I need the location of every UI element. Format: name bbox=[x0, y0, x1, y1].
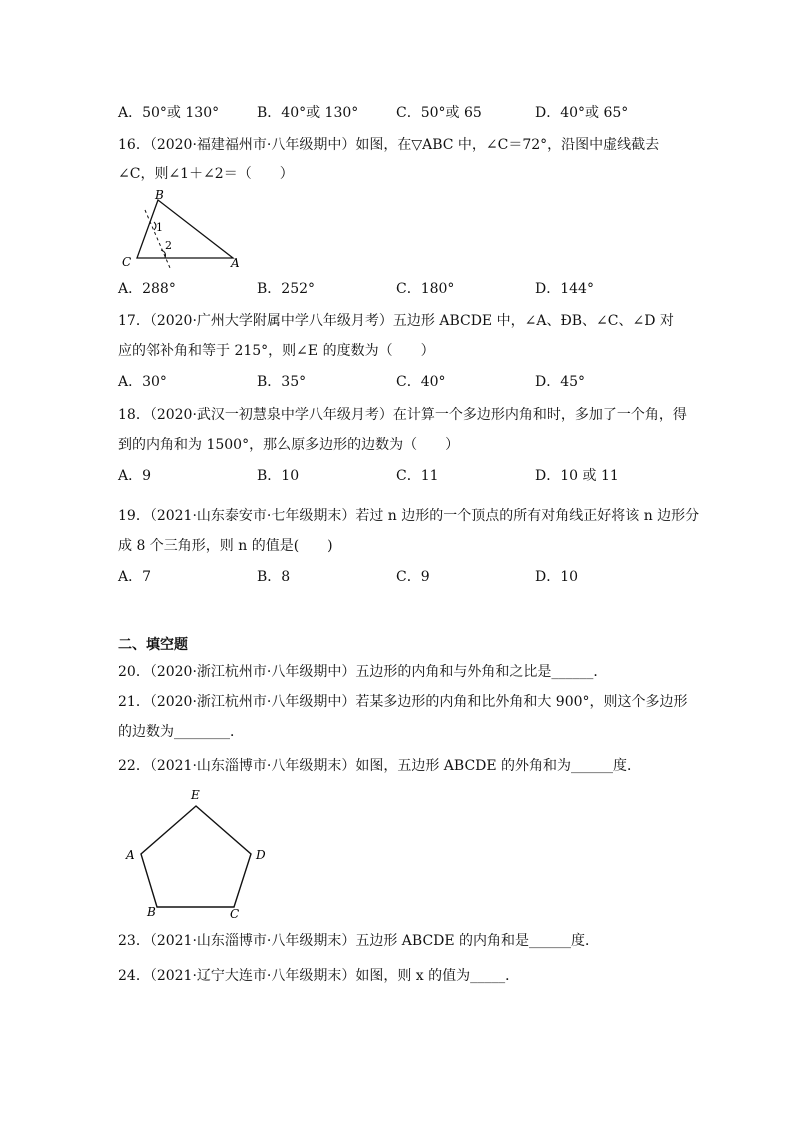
q18-text-line2: 到的内角和为 1500°，那么原多边形的边数为（ ） bbox=[118, 437, 460, 453]
q19-option-c: C．9 bbox=[396, 569, 430, 585]
q15-option-a: A．50°或 130° bbox=[118, 105, 220, 121]
q18-option-d: D．10 或 11 bbox=[535, 468, 619, 484]
q21-text-line1: 21．（2020·浙江杭州市·八年级期中）若某多边形的内角和比外角和大 900°，则这个多边形 bbox=[118, 694, 688, 710]
q18-option-b: B．10 bbox=[257, 468, 300, 484]
label-e: E bbox=[191, 788, 200, 802]
label-c: C bbox=[122, 255, 132, 269]
q24-text: 24．（2021·辽宁大连市·八年级期末）如图，则 x 的值为_____． bbox=[118, 968, 520, 984]
label-b: B bbox=[155, 188, 164, 202]
pentagon-abcde bbox=[141, 806, 251, 907]
q19-text-line1: 19．（2021·山东泰安市·七年级期末）若过 n 边形的一个顶点的所有对角线正好将该 n 边形分 bbox=[118, 508, 700, 524]
q15-option-d: D．40°或 65° bbox=[535, 105, 629, 121]
q22-text: 22．（2021·山东淄博市·八年级期末）如图，五边形 ABCDE 的外角和为______度． bbox=[118, 758, 642, 774]
q21-text-line2: 的边数为________． bbox=[118, 724, 244, 740]
q18-option-a: A．9 bbox=[118, 468, 152, 484]
q15-option-c: C．50°或 65 bbox=[396, 105, 482, 121]
q16-option-c: C．180° bbox=[396, 281, 455, 297]
q15-option-b: B．40°或 130° bbox=[257, 105, 359, 121]
q22-pentagon-figure bbox=[120, 785, 275, 920]
q17-option-a: A．30° bbox=[118, 374, 167, 390]
q18-option-c: C．11 bbox=[396, 468, 439, 484]
q16-option-a: A．288° bbox=[118, 281, 176, 297]
q16-triangle-figure bbox=[115, 188, 250, 270]
q19-option-a: A．7 bbox=[118, 569, 152, 585]
label-angle-1: 1 bbox=[156, 221, 163, 234]
label-a: A bbox=[126, 848, 135, 862]
q16-text-line1: 16．（2020·福建福州市·八年级期中）如图，在▽ABC 中，∠C＝72°，沿图中虚线截去 bbox=[118, 137, 660, 153]
q17-option-c: C．40° bbox=[396, 374, 446, 390]
q19-option-d: D．10 bbox=[535, 569, 579, 585]
q16-option-d: D．144° bbox=[535, 281, 594, 297]
q16-text-line2: ∠C，则∠1＋∠2＝（ ） bbox=[118, 166, 294, 182]
label-angle-2: 2 bbox=[165, 239, 172, 252]
q19-text-line2: 成 8 个三角形，则 n 的值是( ) bbox=[118, 538, 333, 554]
q20-text: 20．（2020·浙江杭州市·八年级期中）五边形的内角和与外角和之比是______． bbox=[118, 664, 608, 680]
q19-option-b: B．8 bbox=[257, 569, 291, 585]
label-a: A bbox=[231, 256, 240, 270]
q17-text-line1: 17．（2020·广州大学附属中学八年级月考）五边形 ABCDE 中，∠A、ÐB、∠C、∠D 对 bbox=[118, 313, 674, 329]
label-b: B bbox=[147, 905, 156, 919]
label-d: D bbox=[256, 848, 266, 862]
triangle-abc bbox=[137, 200, 233, 258]
q17-text-line2: 应的邻补角和等于 215°，则∠E 的度数为（ ） bbox=[118, 343, 435, 359]
q18-text-line1: 18．（2020·武汉一初慧泉中学八年级月考）在计算一个多边形内角和时，多加了一个角，得 bbox=[118, 407, 687, 423]
q16-option-b: B．252° bbox=[257, 281, 316, 297]
label-c: C bbox=[230, 907, 240, 920]
q17-option-d: D．45° bbox=[535, 374, 586, 390]
section-fill-in-title: 二、填空题 bbox=[118, 637, 188, 653]
q23-text: 23．（2021·山东淄博市·八年级期末）五边形 ABCDE 的内角和是______度． bbox=[118, 933, 600, 949]
q17-option-b: B．35° bbox=[257, 374, 307, 390]
